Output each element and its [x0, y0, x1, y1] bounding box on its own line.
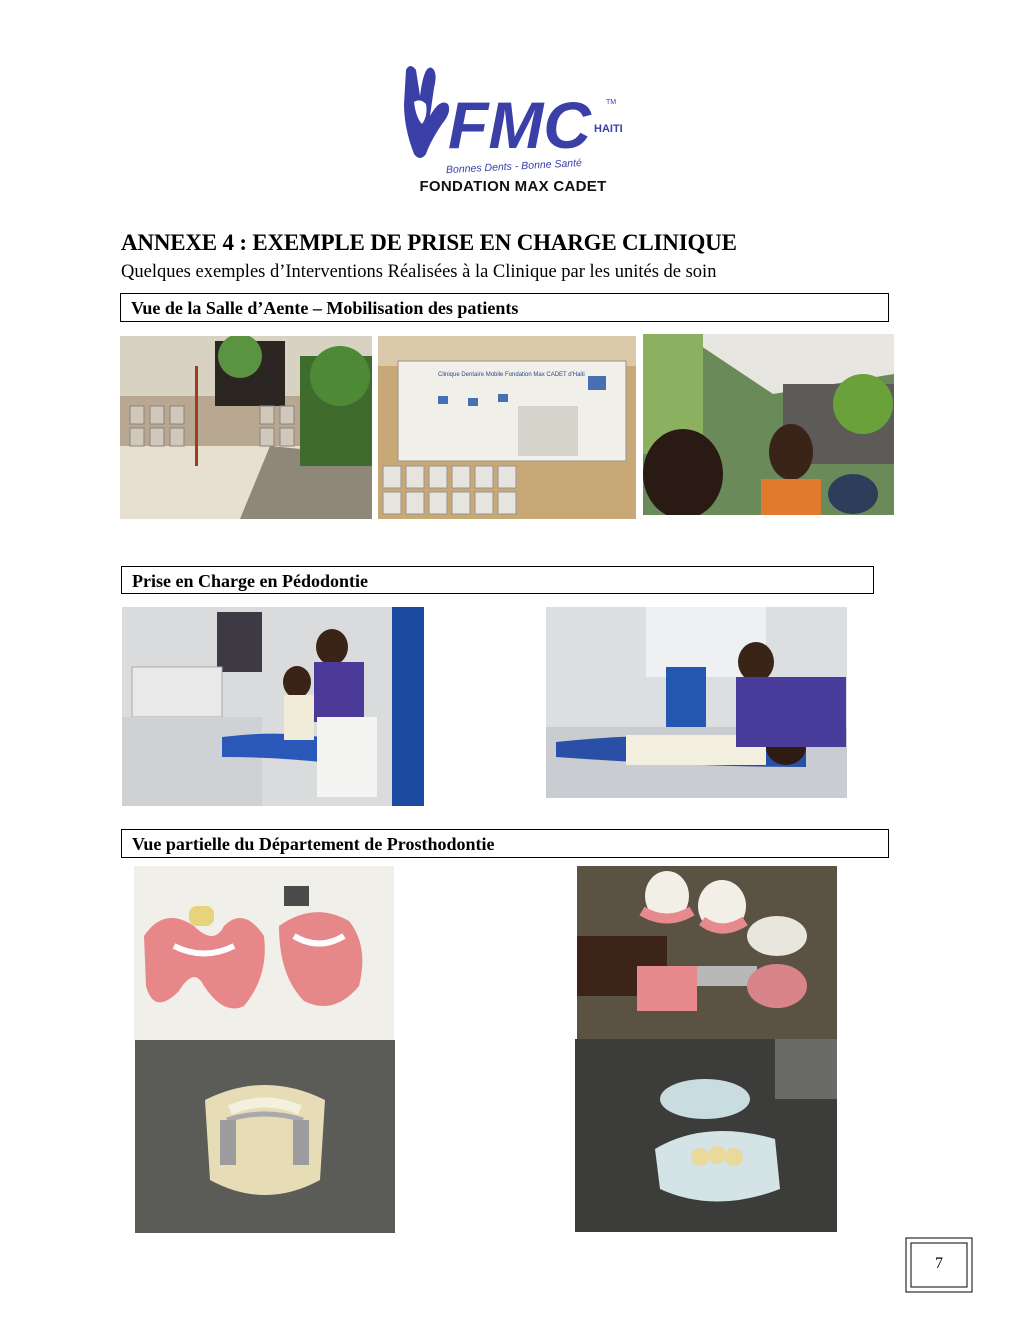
photo-mobile-clinic-trailer [378, 336, 636, 519]
page-number: 7 [935, 1255, 943, 1272]
svg-text:TM: TM [606, 99, 617, 106]
photo-denture-models-pink [134, 866, 394, 1041]
photo-child-lying-treatment [546, 607, 847, 798]
photo-partial-denture-metal-frame [135, 1040, 395, 1233]
photo-plaster-cast-crowns [575, 1039, 837, 1232]
section-title-prosthodontics: Vue partielle du Département de Prosthodontie [121, 829, 889, 858]
hand-tooth-icon [404, 66, 449, 158]
photo-dentist-with-child-chair [122, 607, 424, 806]
subtitle: Quelques exemples d’Interventions Réalisées à la Clinique par les unités de soin [121, 262, 717, 282]
section-title-waiting-room: Vue de la Salle d’Aente – Mobilisation des patients [120, 293, 889, 322]
svg-text:Bonnes Dents - Bonne Santé: Bonnes Dents - Bonne Santé [445, 157, 583, 177]
svg-text:HAITI: HAITI [594, 123, 623, 135]
photo-waiting-area-courtyard [120, 336, 372, 519]
annex-title: ANNEXE 4 : EXEMPLE DE PRISE EN CHARGE CLINIQUE [121, 230, 737, 255]
photo-children-waiting [643, 334, 894, 515]
section-title-pedodontics: Prise en Charge en Pédodontie [121, 566, 874, 594]
svg-text:FMC: FMC [448, 88, 591, 162]
foundation-name: FONDATION MAX CADET [419, 178, 607, 195]
photo-technician-working-articulator [577, 866, 837, 1039]
svg-text:Clinique Dentaire Mobile Fonda: Clinique Dentaire Mobile Fondation Max CADET d'Haiti [438, 372, 585, 378]
